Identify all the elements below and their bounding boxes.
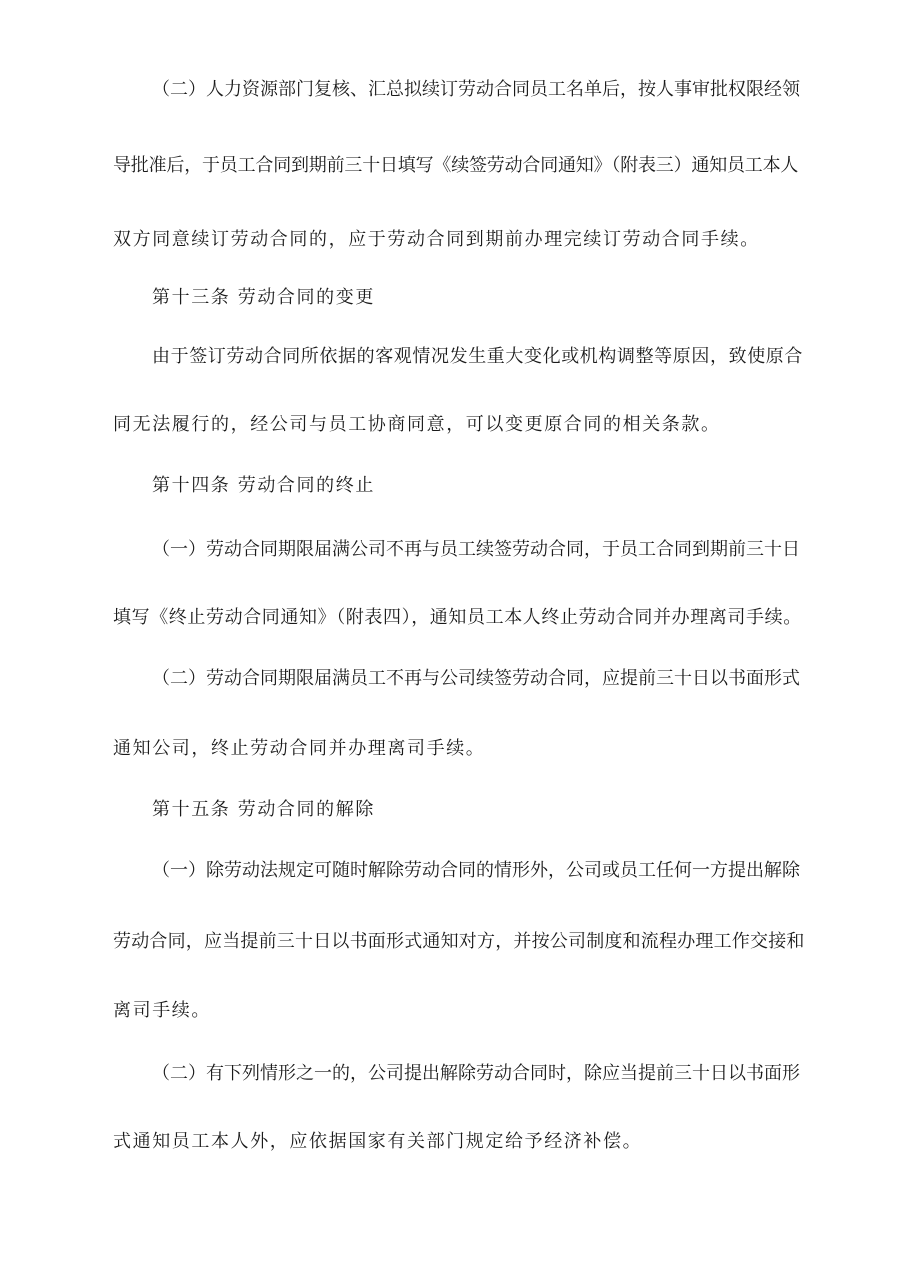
paragraph-line: 填写《终止劳动合同通知》（附表四），通知员工本人终止劳动合同并办理离司手续。: [113, 607, 802, 628]
paragraph-line: （一）除劳动法规定可随时解除劳动合同的情形外，公司或员工任何一方提出解除: [152, 860, 800, 881]
paragraph-line: 导批准后，于员工合同到期前三十日填写《续签劳动合同通知》（附表三）通知员工本人: [113, 155, 799, 176]
paragraph-line: 劳动合同，应当提前三十日以书面形式通知对方，并按公司制度和流程办理工作交接和: [113, 931, 805, 952]
paragraph-line: 同无法履行的，经公司与员工协商同意，可以变更原合同的相关条款。: [113, 414, 721, 435]
paragraph-line: （二）劳动合同期限届满员工不再与公司续签劳动合同，应提前三十日以书面形式: [152, 668, 800, 689]
section-heading: 第十五条 劳动合同的解除: [152, 799, 375, 820]
section-heading: 第十四条 劳动合同的终止: [152, 475, 375, 496]
paragraph-line: 式通知员工本人外，应依据国家有关部门规定给予经济补偿。: [113, 1131, 643, 1152]
paragraph-line: （二）人力资源部门复核、汇总拟续订劳动合同员工名单后，按人事审批权限经领: [152, 79, 800, 100]
paragraph-line: 双方同意续订劳动合同的，应于劳动合同到期前办理完续订劳动合同手续。: [113, 229, 760, 250]
paragraph-line: （一）劳动合同期限届满公司不再与员工续签劳动合同，于员工合同到期前三十日: [152, 539, 800, 560]
paragraph-line: 通知公司，终止劳动合同并办理离司手续。: [113, 738, 486, 759]
paragraph-line: 离司手续。: [113, 1000, 211, 1021]
paragraph-line: （二）有下列情形之一的，公司提出解除劳动合同时，除应当提前三十日以书面形: [152, 1063, 800, 1084]
section-heading: 第十三条 劳动合同的变更: [152, 287, 375, 308]
paragraph-line: 由于签订劳动合同所依据的客观情况发生重大变化或机构调整等原因，致使原合: [152, 346, 803, 367]
